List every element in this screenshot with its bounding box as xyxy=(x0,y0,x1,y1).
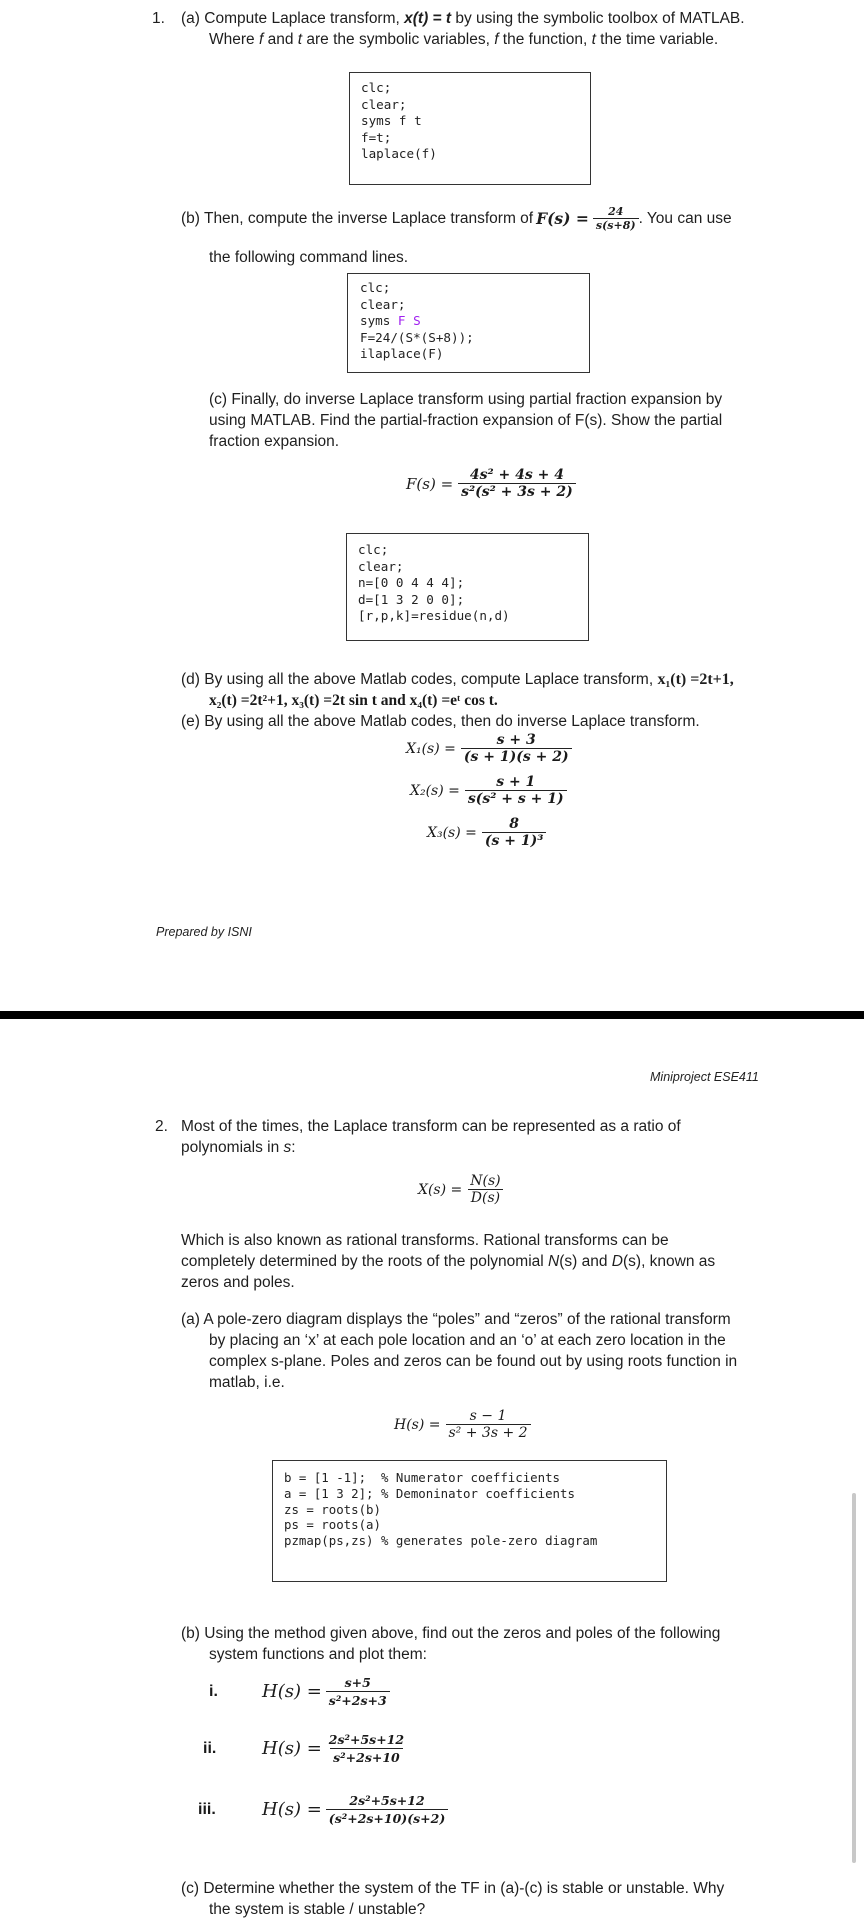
q2a-line2: by placing an ‘x’ at each pole location and an ‘o’ at each zero location in the xyxy=(209,1332,726,1349)
q1b-Fs: F(s) = xyxy=(536,209,589,228)
q1a-label: (a) Compute Laplace transform, xyxy=(181,10,405,27)
code-line: [r,p,k]=residue(n,d) xyxy=(358,608,510,623)
item-numeral: iii. xyxy=(198,1800,216,1818)
fraction-numerator: N(s) xyxy=(470,1173,501,1189)
fraction-denominator: s(s² + s + 1) xyxy=(465,790,567,807)
fraction-numerator: s + 1 xyxy=(496,774,536,790)
q2-number: 2. xyxy=(155,1118,168,1135)
q1a-where: Where xyxy=(209,31,259,48)
page-divider xyxy=(0,1011,864,1019)
Xs-equation xyxy=(418,1173,504,1206)
q2-intro-line1: Most of the times, the Laplace transform can be represented as a ratio of xyxy=(181,1118,681,1135)
equation-lhs: X(s) = xyxy=(418,1181,463,1198)
fraction-denominator: D(s) xyxy=(468,1189,503,1206)
equation-lhs: X₃(s) = xyxy=(427,824,477,841)
code-line: clear; xyxy=(361,96,407,112)
q2-para-N: N xyxy=(548,1253,560,1270)
q2-para-a: completely determined by the roots of the polynomial xyxy=(181,1253,549,1270)
header-right: Miniproject ESE411 xyxy=(650,1070,759,1084)
code-line: syms f t xyxy=(361,113,422,128)
q1d-line1 xyxy=(181,669,734,690)
code-line: F=24/(S*(S+8)); xyxy=(360,329,474,345)
equation-fraction xyxy=(482,816,546,849)
q2a-line4: matlab, i.e. xyxy=(209,1374,285,1391)
q1d-x1: x₁(t) =2t+1, xyxy=(657,671,734,688)
q1a-end: the time variable. xyxy=(595,31,719,48)
code-line: d=[1 3 2 0 0]; xyxy=(358,591,465,607)
q1c-line2: using MATLAB. Find the partial-fraction expansion of F(s). Show the partial xyxy=(209,412,723,429)
scrollbar-thumb[interactable] xyxy=(852,1493,856,1863)
fraction-numerator: 2s²+5s+12 xyxy=(349,1793,425,1808)
prepared-by: Prepared by ISNI xyxy=(156,925,252,939)
fraction-numerator: 8 xyxy=(509,816,519,832)
q1c-line1: (c) Finally, do inverse Laplace transform using partial fraction expansion by xyxy=(209,391,723,408)
q2-para-line3: zeros and poles. xyxy=(181,1274,295,1291)
q1a-var-f: f xyxy=(258,31,264,48)
q1b-label: (b) Then, compute the inverse Laplace transform of xyxy=(181,210,534,227)
equation-fraction xyxy=(467,1173,503,1206)
q1a-mid: are the symbolic variables, xyxy=(302,31,495,48)
code-line: clc; xyxy=(360,280,391,295)
q2-intro-line2 xyxy=(181,1137,296,1158)
code-line: b = [1 -1]; % Numerator coefficients xyxy=(284,1470,561,1485)
code-line: clc; xyxy=(358,542,389,557)
fraction-numerator: s + 3 xyxy=(496,732,536,748)
fraction-denominator: (s²+2s+10)(s+2) xyxy=(326,1809,448,1827)
equation-lhs: H(s) = xyxy=(394,1416,441,1433)
q1a-var-t2: t xyxy=(591,31,596,48)
equation-lhs: X₂(s) = xyxy=(410,782,460,799)
fraction-denominator: (s + 1)³ xyxy=(482,832,546,849)
q2-intro-b: : xyxy=(291,1139,296,1156)
equation-fraction xyxy=(326,1731,407,1766)
code-line: zs = roots(b) xyxy=(284,1501,381,1517)
code-line xyxy=(360,313,589,330)
q2c-line2: the system is stable / unstable? xyxy=(209,1901,426,1918)
q2c-line1: (c) Determine whether the system of the TF in (a)-(c) is stable or unstable. Why xyxy=(181,1880,725,1897)
q2-para-b: (s) and xyxy=(559,1253,612,1270)
code-line: ps = roots(a) xyxy=(284,1517,381,1533)
fraction-numerator: s − 1 xyxy=(469,1408,507,1424)
fraction-denominator: s² + 3s + 2 xyxy=(446,1424,531,1441)
equation-fraction xyxy=(461,732,572,765)
q1d-text: (d) By using all the above Matlab codes, compute Laplace transform, xyxy=(181,671,658,688)
q1a-rest: by using the symbolic toolbox of MATLAB. xyxy=(451,10,745,27)
q2b-item-i xyxy=(209,1674,390,1709)
q2b-line1: (b) Using the method given above, find out the zeros and poles of the following xyxy=(181,1625,721,1642)
q1a-fn: the function, xyxy=(498,31,592,48)
q1d-line2: x₂(t) =2t²+1, x₃(t) =2t sin t and x₄(t) =eᵗ cos t. xyxy=(209,692,498,709)
q1a-var-t: t xyxy=(297,31,303,48)
q2b-item-iii xyxy=(198,1792,448,1827)
fraction-numerator: 2s²+5s+12 xyxy=(328,1732,405,1747)
X3-equation xyxy=(427,816,546,849)
code-line: clear; xyxy=(358,558,404,574)
equation-lhs: H(s) = xyxy=(262,1681,322,1702)
item-numeral: ii. xyxy=(203,1739,217,1757)
X2-equation xyxy=(410,774,567,807)
fraction-denominator: s²+2s+3 xyxy=(326,1691,390,1709)
fraction-denominator: s(s+8) xyxy=(593,218,639,232)
q1-number: 1. xyxy=(152,10,165,27)
q2b-line2: system functions and plot them: xyxy=(209,1646,427,1663)
q1b-fraction xyxy=(593,205,639,232)
code-line: laplace(f) xyxy=(361,146,437,161)
code-box-2a xyxy=(272,1460,667,1582)
item-numeral: i. xyxy=(209,1682,218,1700)
code-line: clear; xyxy=(360,296,406,312)
code-box-1b xyxy=(347,273,590,373)
code-syms: syms xyxy=(360,313,398,328)
code-box-1c xyxy=(346,533,589,641)
q1a-and: and xyxy=(263,31,298,48)
q1b-line1 xyxy=(181,205,732,232)
q2-para-line2 xyxy=(181,1251,715,1272)
equation-fraction xyxy=(446,1408,531,1441)
equation-lhs: H(s) = xyxy=(262,1799,322,1820)
q2a-line1: (a) A pole-zero diagram displays the “poles” and “zeros” of the rational transform xyxy=(181,1311,731,1328)
equation-fraction xyxy=(326,1674,390,1709)
q1a-function: x(t) = t xyxy=(404,10,452,27)
fraction-numerator: 4s² + 4s + 4 xyxy=(469,467,564,483)
q1a-line1 xyxy=(181,8,745,29)
code-line: pzmap(ps,zs) % generates pole-zero diagram xyxy=(284,1533,598,1549)
q1a-var-f2: f xyxy=(494,31,499,48)
fraction-denominator: s²+2s+10 xyxy=(330,1748,403,1766)
code-line: ilaplace(F) xyxy=(360,346,444,361)
q2-para-D: D xyxy=(611,1253,623,1270)
fraction-numerator: 24 xyxy=(608,205,624,218)
code-line: n=[0 0 4 4 4]; xyxy=(358,575,465,590)
fraction-denominator: (s + 1)(s + 2) xyxy=(461,748,572,765)
fraction-numerator: s+5 xyxy=(344,1675,371,1690)
X1-equation xyxy=(406,732,572,765)
q1b-line2: the following command lines. xyxy=(209,249,409,266)
q2a-line3: complex s-plane. Poles and zeros can be found out by using roots function in xyxy=(209,1353,738,1370)
equation-fraction xyxy=(458,467,576,500)
q2-para-line1: Which is also known as rational transforms. Rational transforms can be xyxy=(181,1232,669,1249)
equation-fraction xyxy=(326,1792,448,1827)
q2b-item-ii xyxy=(203,1731,407,1766)
code-syms-vars: F S xyxy=(397,313,421,328)
equation-lhs: H(s) = xyxy=(262,1738,322,1759)
q2-intro-a: polynomials in xyxy=(181,1139,284,1156)
equation-lhs: X₁(s) = xyxy=(406,740,456,757)
q2-intro-s: s xyxy=(283,1139,292,1156)
q1b-rest: . You can use xyxy=(638,210,732,227)
q1e-line: (e) By using all the above Matlab codes, then do inverse Laplace transform. xyxy=(181,713,700,730)
q1c-equation xyxy=(406,467,576,500)
code-line: a = [1 3 2]; % Demoninator coefficients xyxy=(284,1485,575,1501)
q2-para-c: (s), known as xyxy=(623,1253,716,1270)
code-line: f=t; xyxy=(361,129,392,145)
code-box-1a xyxy=(349,72,591,185)
equation-lhs: F(s) = xyxy=(406,474,454,493)
Hs-equation xyxy=(394,1408,531,1441)
equation-fraction xyxy=(465,774,567,807)
fraction-denominator: s²(s² + 3s + 2) xyxy=(458,483,576,500)
q1a-line2 xyxy=(209,29,718,50)
code-line: clc; xyxy=(361,80,392,95)
q1c-line3: fraction expansion. xyxy=(209,433,340,450)
